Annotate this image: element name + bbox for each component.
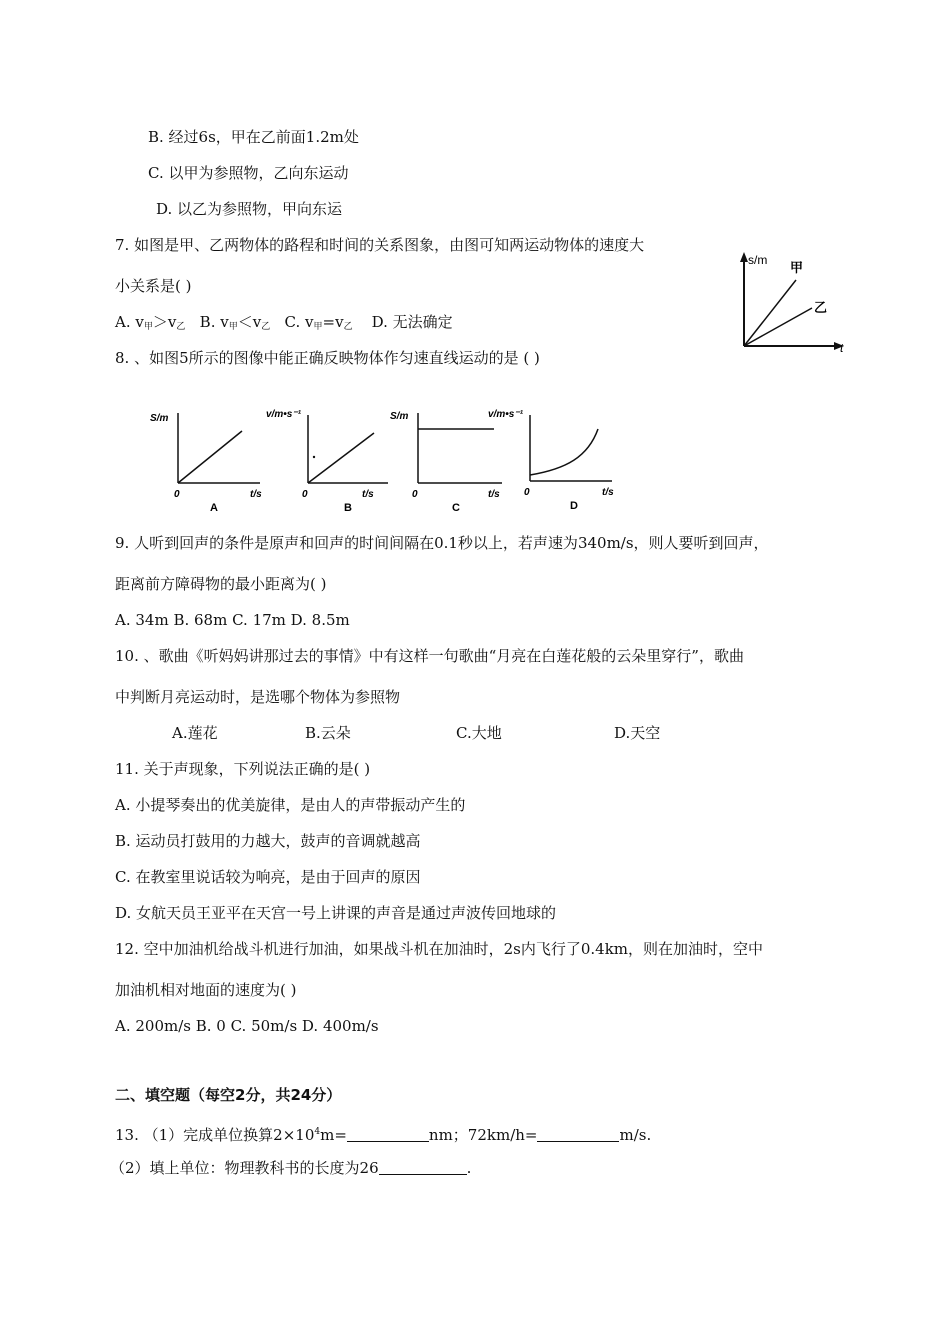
q13-part2-text: （2）填上单位：物理教科书的长度为26: [110, 1159, 379, 1177]
q8b-line: [308, 433, 374, 483]
q13-blank-3[interactable]: [379, 1159, 467, 1175]
q13-part1-unit2: m/s.: [619, 1126, 652, 1144]
q7-y-arrow: [740, 252, 748, 262]
q13-part1-unit1: nm；72km/h=: [428, 1126, 538, 1144]
q11-option-b: B. 运动员打鼓用的力越大，鼓声的音调就越高: [115, 832, 421, 850]
q10-option-c: C.大地: [456, 724, 502, 742]
q6-option-c: C. 以甲为参照物，乙向东运动: [148, 164, 349, 182]
q10-option-b: B.云朵: [305, 724, 351, 742]
q7-label-jia: 甲: [790, 261, 804, 276]
q8-stem: 8. 、如图5所示的图像中能正确反映物体作匀速直线运动的是 ( ): [115, 349, 540, 367]
q8a-origin: 0: [174, 489, 180, 500]
q8-graph-a: [150, 405, 270, 515]
q7-option-a: A. $v_甲>v_乙$: [115, 313, 186, 332]
q11-option-a: A. 小提琴奏出的优美旋律，是由人的声带振动产生的: [115, 796, 466, 814]
q8b-caption: B: [344, 502, 352, 514]
q12-stem-line2: 加油机相对地面的速度为( ): [115, 981, 297, 999]
q13-part1-mid: m=: [320, 1126, 347, 1144]
q6-option-d: D. 以乙为参照物，甲向东运: [156, 200, 343, 218]
q10-option-a: A.莲花: [172, 724, 218, 742]
q10-option-d: D.天空: [614, 724, 661, 742]
q7-graph: [738, 250, 850, 354]
q7-options: [115, 312, 453, 337]
q8d-caption: D: [570, 500, 578, 512]
q7-line-yi: [744, 308, 812, 346]
q8b-xlabel: t/s: [362, 489, 374, 500]
q9-stem-line1: 9. 人听到回声的条件是原声和回声的时间间隔在0.1秒以上，若声速为340m/s，则人要听到回声，: [115, 534, 769, 552]
q7-option-d: D. 无法确定: [371, 313, 453, 331]
q8d-xlabel: t/s: [602, 487, 614, 498]
q8-graph-d: [488, 405, 623, 515]
q13-part2: [110, 1158, 471, 1178]
q7-line-jia: [744, 280, 796, 346]
q13-blank-2[interactable]: [537, 1126, 619, 1142]
q8c-caption: C: [452, 502, 460, 514]
q7-stem-line1: 7. 如图是甲、乙两物体的路程和时间的关系图象，由图可知两运动物体的速度大: [115, 236, 645, 254]
q6-option-b: B. 经过6s，甲在乙前面1.2m处: [148, 128, 359, 146]
q8b-dot: [313, 456, 315, 458]
q11-option-d: D. 女航天员王亚平在天宫一号上讲课的声音是通过声波传回地球的: [115, 904, 557, 922]
q10-stem-line1: 10. 、歌曲《听妈妈讲那过去的事情》中有这样一句歌曲“月亮在白莲花般的云朵里穿行”，歌曲: [115, 647, 744, 665]
section-2-title: 二、填空题（每空2分，共24分）: [115, 1086, 342, 1104]
q13-part2-end: .: [466, 1159, 472, 1177]
q9-options: A. 34m B. 68m C. 17m D. 8.5m: [115, 611, 350, 629]
q13-part1-text: 13. （1）完成单位换算2×10: [115, 1126, 315, 1144]
q12-stem-line1: 12. 空中加油机给战斗机进行加油，如果战斗机在加油时，2s内飞行了0.4km，则在加油时，空中: [115, 940, 764, 958]
q8c-xlabel: t/s: [488, 489, 500, 500]
q13-part1: [115, 1122, 651, 1145]
q8a-ylabel: S/m: [150, 413, 169, 424]
q12-options: A. 200m/s B. 0 C. 50m/s D. 400m/s: [115, 1017, 379, 1035]
q8d-origin: 0: [524, 487, 530, 498]
q8a-xlabel: t/s: [250, 489, 262, 500]
q8d-ylabel: v/m•s⁻¹: [488, 409, 523, 420]
q9-stem-line2: 距离前方障碍物的最小距离为( ): [115, 575, 327, 593]
q8a-line: [178, 431, 242, 483]
q8-graph-b: [266, 405, 391, 515]
q8b-ylabel: v/m•s⁻¹: [266, 409, 301, 420]
q8c-origin: 0: [412, 489, 418, 500]
q7-option-c: C. $v_甲=v_乙$: [284, 313, 353, 332]
q7-xlabel: t: [840, 341, 844, 354]
q13-exponent: 4: [314, 1127, 321, 1137]
q8b-origin: 0: [302, 489, 308, 500]
q7-option-b: B. $v_甲<v_乙$: [199, 313, 271, 332]
q13-blank-1[interactable]: [347, 1126, 429, 1142]
q8c-ylabel: S/m: [390, 411, 409, 422]
q11-option-c: C. 在教室里说话较为响亮，是由于回声的原因: [115, 868, 421, 886]
q8a-caption: A: [210, 502, 218, 514]
q11-stem: 11. 关于声现象，下列说法正确的是( ): [115, 760, 371, 778]
q7-ylabel: s/m: [748, 253, 768, 267]
q8d-curve: [530, 429, 598, 475]
q10-stem-line2: 中判断月亮运动时，是选哪个物体为参照物: [115, 688, 401, 706]
q7-label-yi: 乙: [814, 301, 828, 316]
q7-stem-line2: 小关系是( ): [115, 277, 192, 295]
